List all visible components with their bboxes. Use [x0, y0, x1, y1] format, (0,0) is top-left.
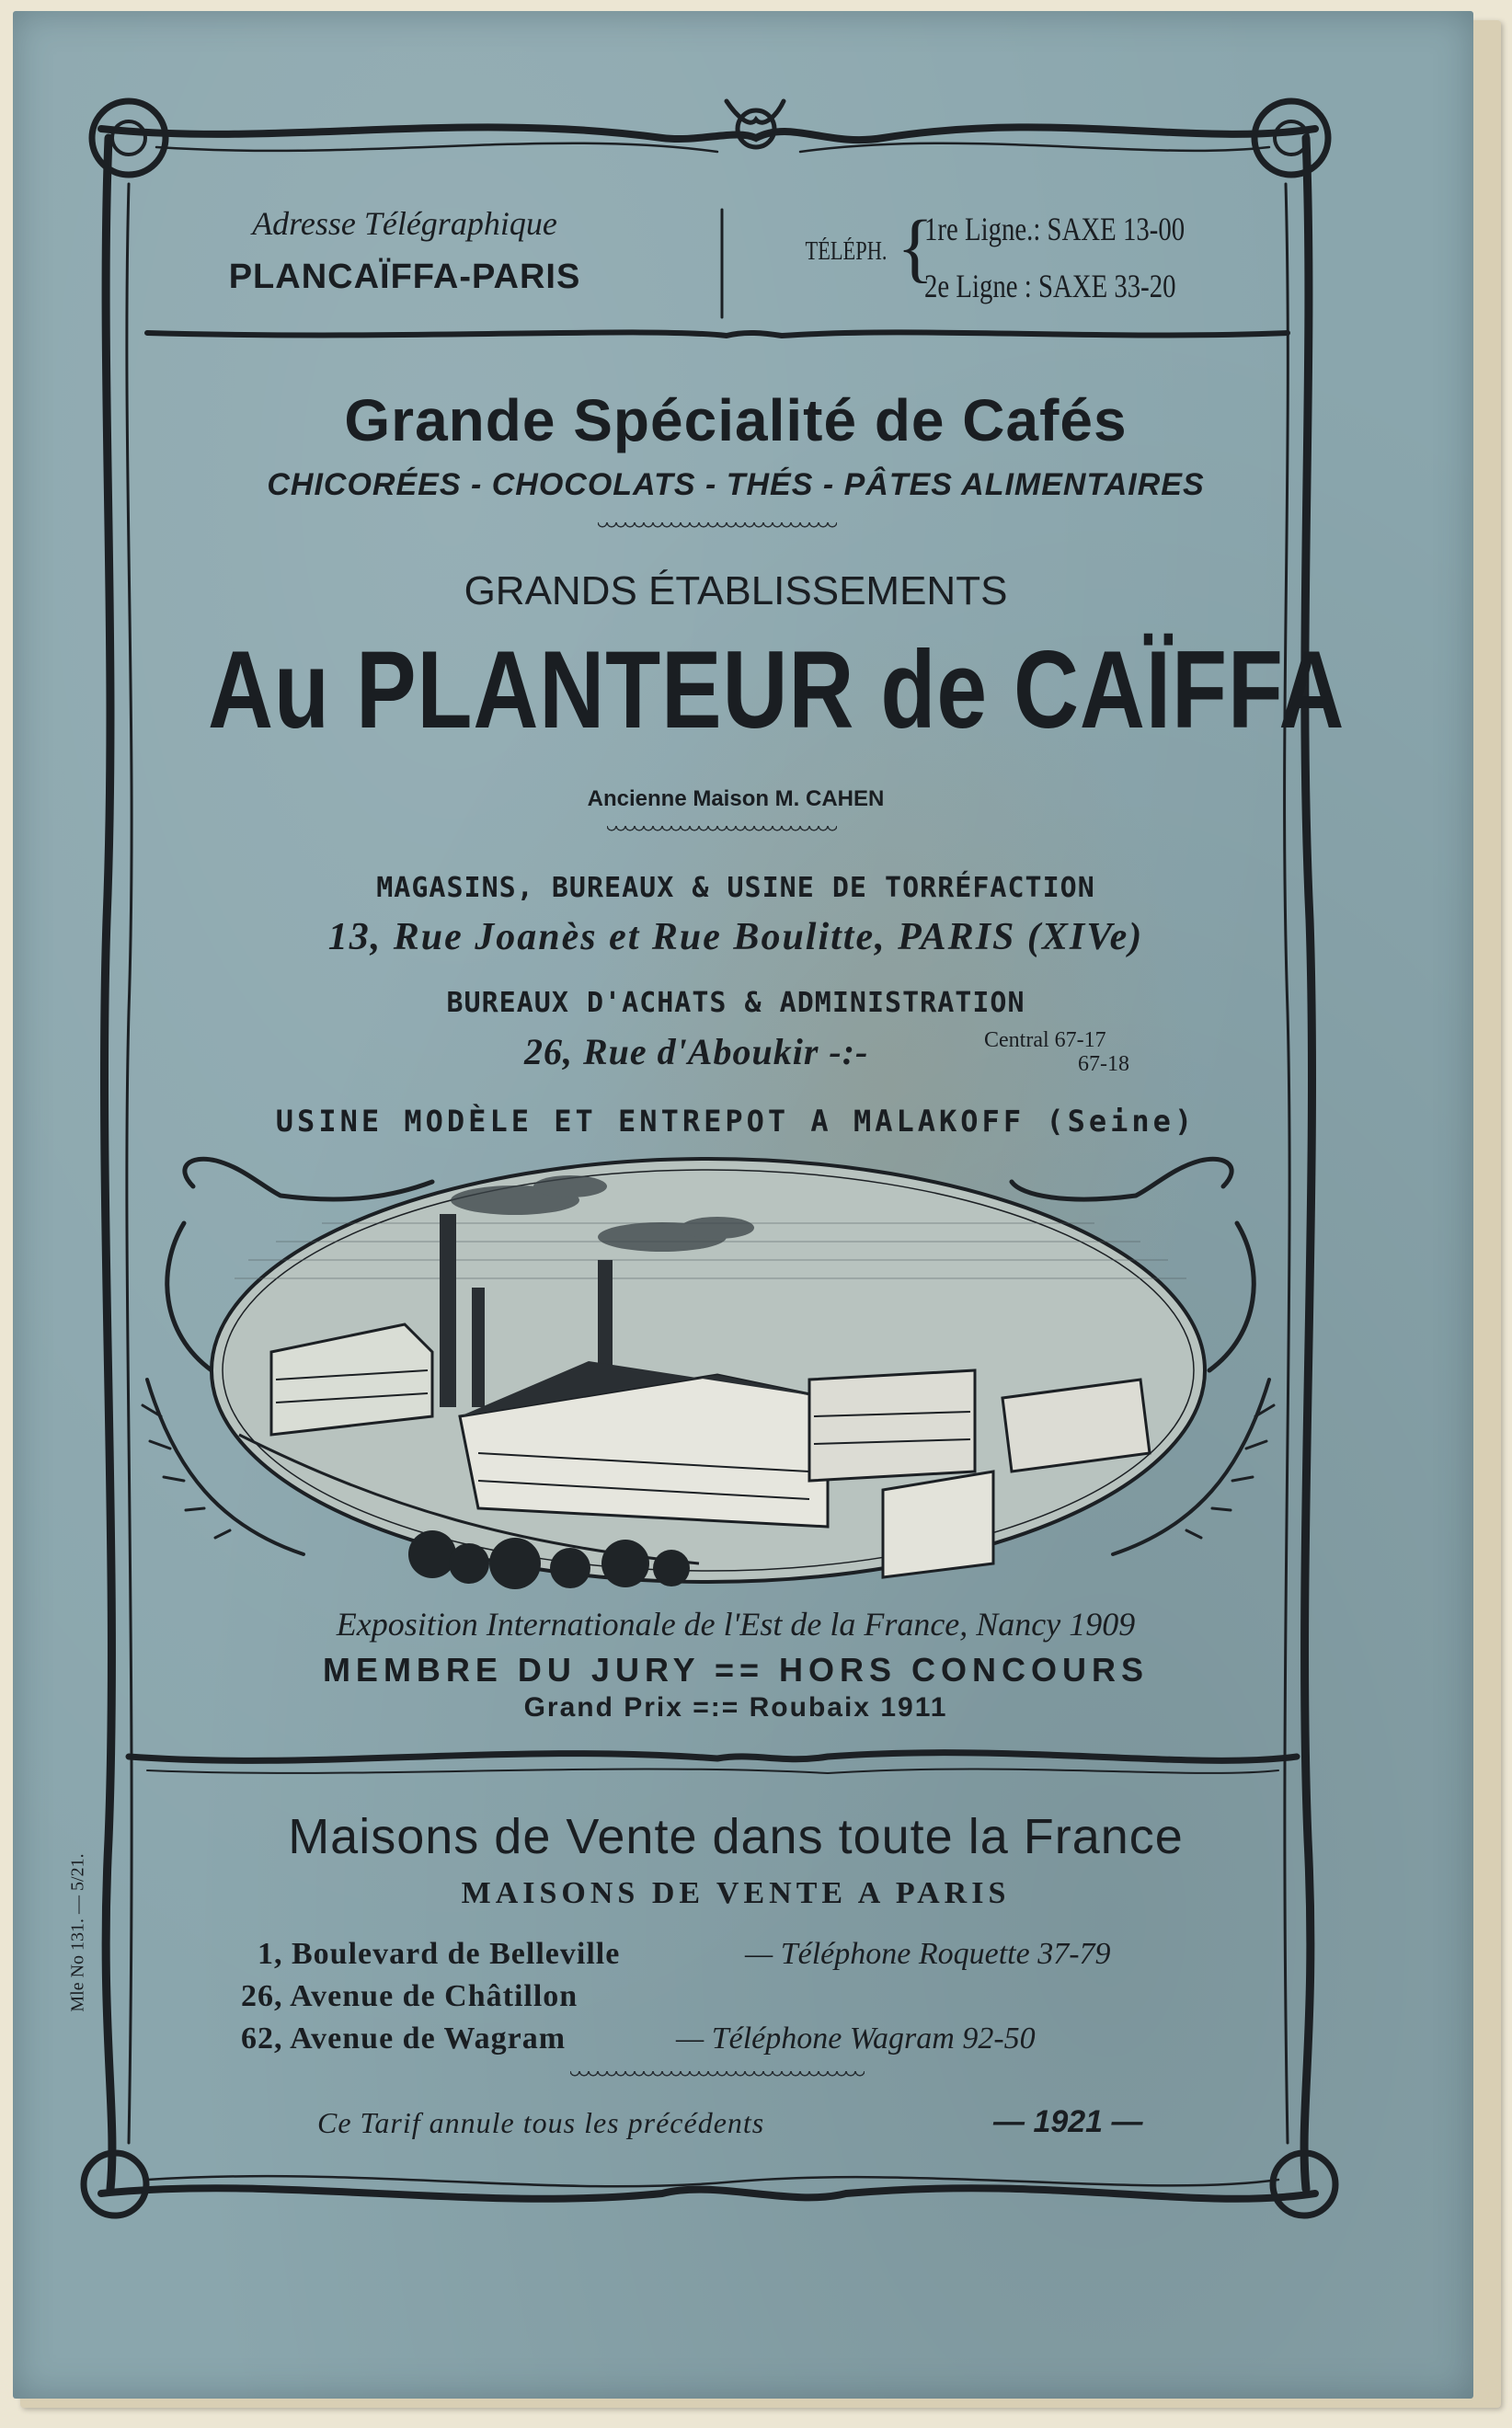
exposition-line: Exposition Internationale de l'Est de la France, Nancy 1909	[336, 1606, 1136, 1643]
company-name: Au PLANTEUR de CAÏFFA	[208, 628, 1346, 751]
factory-label: USINE MODÈLE ET ENTREPOT A MALAKOFF (Seine)	[275, 1104, 1197, 1139]
specialty-title: Grande Spécialité de Cafés	[344, 387, 1128, 453]
divider-wave-1	[598, 522, 837, 532]
phone-line-1: 1re Ligne.: SAXE 13-00	[924, 211, 1186, 247]
shop-3-phone: — Téléphone Wagram 92-50	[676, 2021, 1036, 2056]
tariff-year: — 1921 —	[993, 2104, 1143, 2139]
stores-address: 13, Rue Joanès et Rue Boulitte, PARIS (XIVe)	[327, 916, 1144, 958]
phone-brace: {	[897, 205, 934, 291]
shop-3-address: 62, Avenue de Wagram	[241, 2021, 567, 2056]
stores-label: MAGASINS, BUREAUX & USINE DE TORRÉFACTION	[376, 872, 1095, 904]
tariff-notice: Ce Tarif annule tous les précédents	[317, 2106, 765, 2139]
company-prefix: GRANDS ÉTABLISSEMENTS	[464, 568, 1008, 613]
divider-wave-2	[607, 826, 837, 835]
central-phone-2: 67-18	[1078, 1052, 1129, 1076]
central-phone-1: Central 67-17	[984, 1028, 1106, 1052]
jury-line: MEMBRE DU JURY == HORS CONCOURS	[322, 1651, 1150, 1689]
paris-shops-label: MAISONS DE VENTE A PARIS	[461, 1876, 1011, 1910]
shop-2-address: 26, Avenue de Châtillon	[241, 1979, 578, 2013]
phone-label: TÉLÉPH.	[805, 237, 888, 266]
side-print-number: Mle No 131. — 5/21.	[67, 1853, 88, 2012]
company-former: Ancienne Maison M. CAHEN	[587, 786, 885, 811]
telegraph-label: Adresse Télégraphique	[252, 205, 557, 242]
factory-engraving	[212, 1159, 1205, 1589]
grand-prix-line: Grand Prix =:= Roubaix 1911	[523, 1692, 948, 1723]
divider-wave-3	[570, 2071, 865, 2080]
purchasing-label: BUREAUX D'ACHATS & ADMINISTRATION	[446, 987, 1025, 1019]
shop-1-phone: — Téléphone Roquette 37-79	[745, 1937, 1111, 1971]
telegraph-address: PLANCAÏFFA-PARIS	[228, 258, 581, 296]
purchasing-address: 26, Rue d'Aboukir -:-	[524, 1031, 869, 1072]
shop-1-address: 1, Boulevard de Belleville	[258, 1937, 621, 1971]
phone-line-2: 2e Ligne : SAXE 33-20	[924, 268, 1176, 304]
sales-title: Maisons de Vente dans toute la France	[288, 1809, 1184, 1864]
specialty-products: CHICORÉES - CHOCOLATS - THÉS - PÂTES ALIMENTAIRES	[267, 467, 1205, 502]
